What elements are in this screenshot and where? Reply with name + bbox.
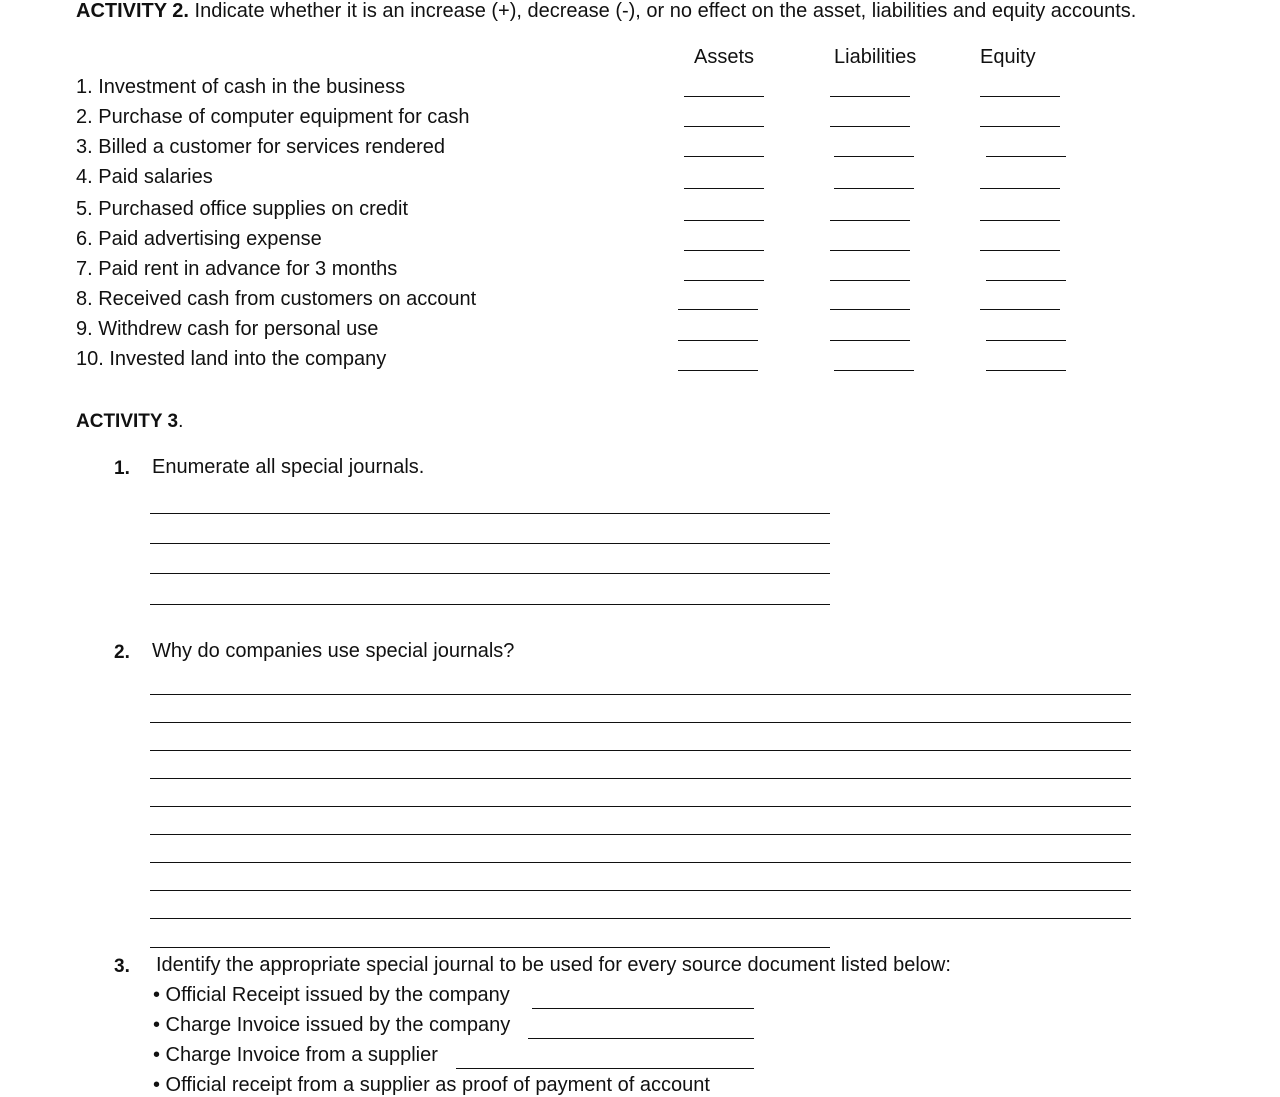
answer-blank-assets[interactable] bbox=[684, 280, 764, 281]
answer-blank-equity[interactable] bbox=[980, 309, 1060, 310]
transaction-item: 9. Withdrew cash for personal use bbox=[76, 318, 379, 340]
answer-line[interactable] bbox=[532, 1008, 754, 1009]
answer-line[interactable] bbox=[150, 694, 1131, 695]
answer-blank-liabilities[interactable] bbox=[830, 96, 910, 97]
source-document-item: • Official receipt from a supplier as proof of payment of account bbox=[153, 1074, 710, 1096]
activity3-label-suffix: . bbox=[178, 411, 184, 432]
answer-line[interactable] bbox=[528, 1038, 754, 1039]
question-text: Identify the appropriate special journal to be used for every source document listed below: bbox=[156, 954, 951, 976]
answer-blank-liabilities[interactable] bbox=[830, 220, 910, 221]
answer-line[interactable] bbox=[150, 778, 1131, 779]
answer-line[interactable] bbox=[150, 806, 1131, 807]
source-document-item: • Charge Invoice issued by the company bbox=[153, 1014, 511, 1036]
answer-blank-assets[interactable] bbox=[684, 126, 764, 127]
activity3-label: ACTIVITY 3 bbox=[76, 411, 179, 432]
answer-line[interactable] bbox=[150, 890, 1131, 891]
column-header-liabilities: Liabilities bbox=[834, 46, 917, 68]
answer-blank-liabilities[interactable] bbox=[830, 340, 910, 341]
answer-line[interactable] bbox=[150, 513, 830, 514]
transaction-item: 2. Purchase of computer equipment for cash bbox=[76, 106, 470, 128]
answer-blank-equity[interactable] bbox=[980, 188, 1060, 189]
answer-line[interactable] bbox=[456, 1068, 754, 1069]
transaction-item: 7. Paid rent in advance for 3 months bbox=[76, 258, 398, 280]
answer-blank-equity[interactable] bbox=[980, 220, 1060, 221]
question-text: Enumerate all special journals. bbox=[152, 456, 425, 478]
activity2-instruction: Indicate whether it is an increase (+), decrease (-), or no effect on the asset, liabilities and equity accounts. bbox=[189, 0, 1137, 22]
answer-blank-liabilities[interactable] bbox=[830, 280, 910, 281]
answer-line[interactable] bbox=[150, 918, 1131, 919]
answer-blank-assets[interactable] bbox=[678, 340, 758, 341]
answer-blank-assets[interactable] bbox=[684, 250, 764, 251]
answer-blank-equity[interactable] bbox=[980, 250, 1060, 251]
answer-blank-liabilities[interactable] bbox=[830, 250, 910, 251]
answer-blank-assets[interactable] bbox=[684, 220, 764, 221]
transaction-item: 3. Billed a customer for services rendered bbox=[76, 136, 446, 158]
answer-line[interactable] bbox=[150, 722, 1131, 723]
column-header-assets: Assets bbox=[694, 46, 755, 68]
activity3-heading bbox=[76, 411, 183, 433]
answer-blank-assets[interactable] bbox=[684, 156, 764, 157]
activity2-label: ACTIVITY 2. bbox=[76, 0, 189, 22]
source-document-item: • Charge Invoice from a supplier bbox=[153, 1044, 438, 1066]
question-text: Why do companies use special journals? bbox=[152, 640, 515, 662]
answer-line[interactable] bbox=[150, 947, 830, 948]
answer-blank-equity[interactable] bbox=[980, 126, 1060, 127]
answer-blank-liabilities[interactable] bbox=[830, 309, 910, 310]
answer-line[interactable] bbox=[150, 862, 1131, 863]
transaction-item: 8. Received cash from customers on account bbox=[76, 288, 477, 310]
transaction-item: 6. Paid advertising expense bbox=[76, 228, 322, 250]
answer-blank-assets[interactable] bbox=[678, 309, 758, 310]
question-number: 3. bbox=[114, 956, 130, 977]
answer-blank-assets[interactable] bbox=[684, 188, 764, 189]
answer-line[interactable] bbox=[150, 750, 1131, 751]
activity2-heading bbox=[76, 0, 1136, 23]
answer-blank-assets[interactable] bbox=[684, 96, 764, 97]
answer-line[interactable] bbox=[150, 834, 1131, 835]
transaction-item: 10. Invested land into the company bbox=[76, 348, 387, 370]
answer-blank-liabilities[interactable] bbox=[830, 126, 910, 127]
answer-blank-equity[interactable] bbox=[986, 340, 1066, 341]
answer-blank-equity[interactable] bbox=[986, 156, 1066, 157]
answer-blank-equity[interactable] bbox=[980, 96, 1060, 97]
answer-blank-liabilities[interactable] bbox=[834, 188, 914, 189]
column-header-equity: Equity bbox=[980, 46, 1036, 68]
transaction-item: 4. Paid salaries bbox=[76, 166, 213, 188]
answer-line[interactable] bbox=[150, 573, 830, 574]
answer-line[interactable] bbox=[150, 604, 830, 605]
answer-blank-equity[interactable] bbox=[986, 280, 1066, 281]
answer-blank-liabilities[interactable] bbox=[834, 156, 914, 157]
question-number: 1. bbox=[114, 458, 130, 479]
answer-blank-equity[interactable] bbox=[986, 370, 1066, 371]
answer-blank-assets[interactable] bbox=[678, 370, 758, 371]
transaction-item: 5. Purchased office supplies on credit bbox=[76, 198, 409, 220]
question-number: 2. bbox=[114, 642, 130, 663]
answer-line[interactable] bbox=[150, 543, 830, 544]
source-document-item: • Official Receipt issued by the company bbox=[153, 984, 510, 1006]
answer-blank-liabilities[interactable] bbox=[834, 370, 914, 371]
transaction-item: 1. Investment of cash in the business bbox=[76, 76, 406, 98]
